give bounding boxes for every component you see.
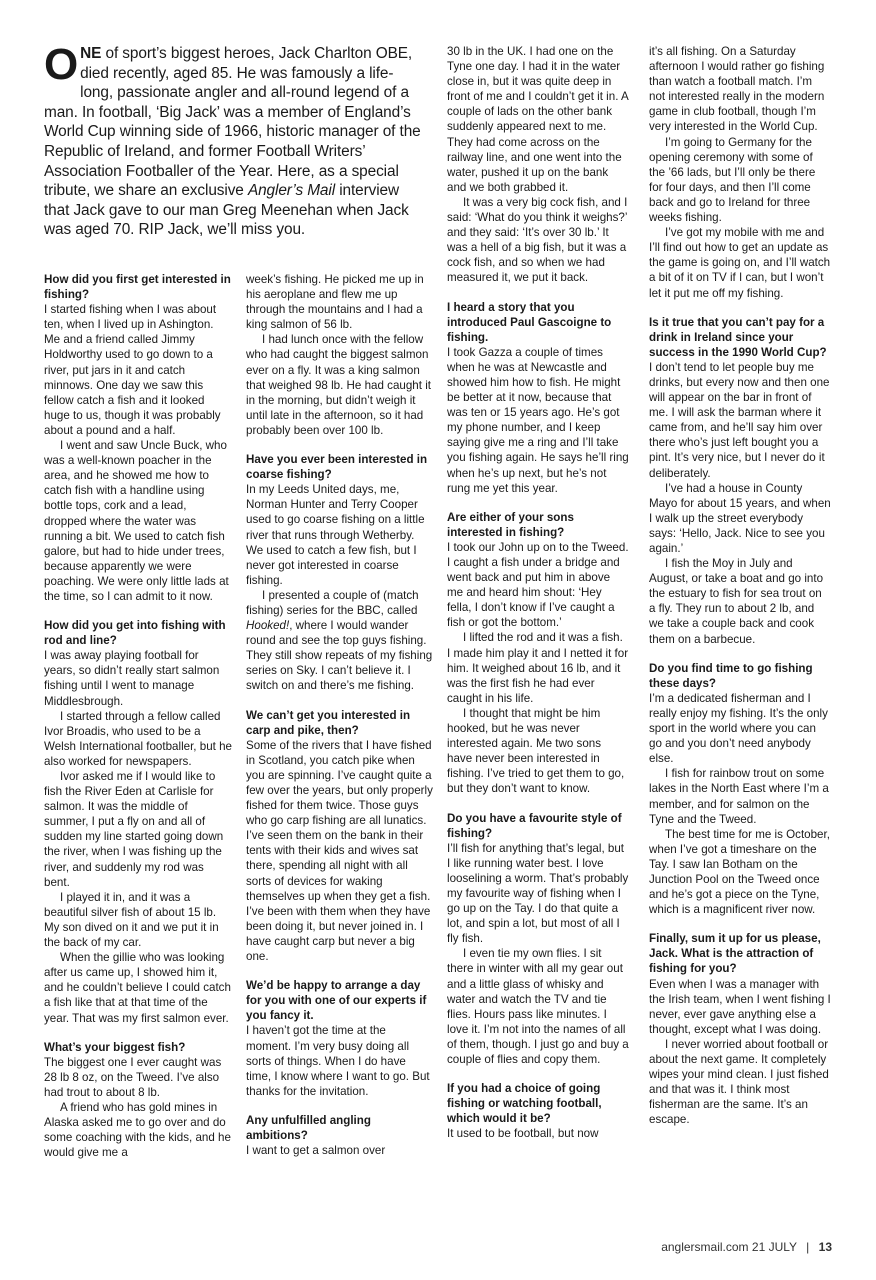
qa-block: [447, 811, 629, 1068]
answer-paragraph: week’s fishing. He picked me up in his aeroplane and flew me up through the mountains and I had a king salmon of 56 lb.: [246, 273, 424, 332]
answer-paragraph: I never worried about football or about the next game. It completely wipes your mind clean. I just fished and that was it. I think most fisherman are the same. It’s an escape.: [649, 1037, 829, 1127]
answer-paragraph: The biggest one I ever caught was 28 lb 8 oz, on the Tweed. I’ve also had trout to about 8 lb.: [44, 1055, 222, 1099]
answer-paragraph: 30 lb in the UK. I had one on the Tyne one day. I had it in the water close in, but it was quite deep in front of me and I couldn’t get it in. A couple of lads on the other bank suddenly appeared next to me. They had come across on the railway line, and one went into the water, pushed it up on the bank and we both grabbed it.: [447, 45, 629, 194]
article-column-1: [44, 272, 232, 1174]
page-number: 13: [818, 1240, 832, 1254]
qa-block: [649, 315, 831, 647]
answer-paragraph: Some of the rivers that I have fished in Scotland, you catch pike when you are spinning. I’ve caught quite a few over the years, but only properly fished for them twice. Those guys who go carp fishing are all lunatics. I’ve seen them on the bank in their tents with their kids and wives sat there, spending all night with all sorts of devices for waking themselves up when they get a fish. I’ve been with them when they have been doing it, but never joined in. I have caught carp but never a big one.: [246, 738, 433, 964]
answer-paragraph: I even tie my own flies. I sit there in winter with all my gear out and a little glass of whisky and water and watch the TV and tie flies. Hours pass like minutes. I love it. I’m not into the names of all of them, though. I just go and buy a couple of flies and copy them.: [447, 947, 629, 1066]
answer-paragraph: I fish the Moy in July and August, or take a boat and go into the estuary to fish for sea trout on a fly. They run to about 2 lb, and we take a couple back and cook them on a barbecue.: [649, 557, 824, 646]
qa-block: [649, 44, 831, 301]
answer-paragraph: I presented a couple of (match fishing) series for the BBC, called Hooked!, where I would wander round and see the top guys fishing. They still show repeats of my fishing series on Sky. I can’t believe it. I switch on and there’s me fishing.: [246, 588, 433, 693]
interview-question: How did you get into fishing with rod and line?: [44, 619, 226, 648]
drop-cap: O: [44, 40, 79, 89]
interview-question: We’d be happy to arrange a day for you with one of our experts if you fancy it.: [246, 979, 427, 1023]
intro-text-b: interview that Jack gave to our man Greg Meenehan when Jack was aged 70. RIP Jack, we’ll miss you.: [44, 182, 409, 239]
interview-question: Do you find time to go fishing these days?: [649, 661, 813, 690]
interview-question: We can’t get you interested in carp and pike, then?: [246, 708, 411, 737]
footer-date: 21 JULY: [751, 1240, 797, 1254]
answer-paragraph: It used to be football, but now: [447, 1127, 599, 1141]
answer-paragraph: I played it in, and it was a beautiful silver fish of about 15 lb. My son dived on it and we put it in the back of my car.: [44, 890, 219, 950]
intro-text-a: of sport’s biggest heroes, Jack Charlton OBE, died recently, aged 85. He was famously a life-long, passionate angler and all-round legend of a man. In football, ‘Big Jack’ was a member of England’s World Cup winning side of 1966, historic manager of the Republic of Ireland, and former Football Writers’ Association Footballer of the Year. Here, as a special tribute, we share an exclusive: [44, 45, 421, 200]
answer-paragraph: I haven’t got the time at the moment. I’m very busy doing all sorts of things. When I do have time, I know where I want to go. But thanks for the invitation.: [246, 1024, 430, 1098]
publication-name: Angler’s Mail: [247, 182, 336, 200]
qa-block: [447, 300, 629, 496]
qa-block: [246, 708, 434, 965]
interview-question: Any unfulfilled angling ambitions?: [246, 1113, 371, 1142]
interview-question: How did you first get interested in fishing?: [44, 273, 231, 302]
answer-paragraph: I took our John up on to the Tweed. I caught a fish under a bridge and went back and put him in above me and heard him shout: ‘Hey fella, I don’t know if I’ve caught a fish or got the bottom.’: [447, 540, 629, 630]
answer-paragraph: I’m a dedicated fisherman and I really enjoy my fishing. It’s the only sport in the world where you can go and you don’t need anybody else.: [649, 691, 828, 766]
footer-separator: |: [806, 1240, 810, 1254]
answer-paragraph: When the gillie who was looking after us came up, I showed him it, and he couldn’t believe I could catch a fish like that at that time of the year. That was my first salmon ever.: [44, 951, 231, 1025]
qa-block: [44, 618, 232, 1026]
answer-paragraph: A friend who has gold mines in Alaska asked me to go over and do some coaching with the kids, and he would give me a: [44, 1100, 231, 1160]
interview-question: Are either of your sons interested in fishing?: [447, 510, 574, 539]
qa-block: [246, 978, 434, 1099]
interview-question: What’s your biggest fish?: [44, 1040, 186, 1054]
interview-question: If you had a choice of going fishing or watching football, which would it be?: [447, 1082, 602, 1126]
answer-paragraph: Even when I was a manager with the Irish team, when I went fishing I never, ever gave anything else a thought, except what I was doing.: [649, 977, 831, 1036]
answer-paragraph: I lifted the rod and it was a fish. I made him play it and I netted it for him. It weighed about 16 lb, and it was the first fish he had ever caught in his life.: [447, 631, 629, 705]
page-footer: [661, 1240, 832, 1254]
qa-block: [44, 1040, 232, 1161]
answer-paragraph: I took Gazza a couple of times when he was at Newcastle and showed him how to fish. He might be better at it now, because that was ten or 15 years ago. He’s got my phone number, and I keep saying give me a ring and I’ll take you fishing again. He says he’ll ring when he’s up next, but he’s not rung me yet this year.: [447, 345, 629, 495]
qa-block: [246, 452, 434, 694]
qa-block: [447, 44, 629, 286]
answer-paragraph: I went and saw Uncle Buck, who was a well-known poacher in the area, and he showed me how to catch fish with a handline using bottle tops, cork and a lead, dropped where the water was running a bit. We used to catch fish galore, but had to hide under trees, because apparently we were poaching. We were only little lads at the time, so I can admit to it now.: [44, 439, 229, 603]
answer-paragraph: It was a very big cock fish, and I said: ‘What do you think it weighs?’ and they said: ‘It’s over 30 lb.’ It was a hell of a big fish, but it was a cock fish, and so when we had measured it, we put it back.: [447, 195, 628, 285]
intro-standfirst: [44, 40, 424, 240]
article-column-2: [246, 272, 434, 1172]
article-column-4: [649, 44, 831, 1141]
article-column-3: [447, 44, 629, 1155]
qa-block: [649, 661, 831, 918]
qa-block: [649, 931, 831, 1127]
answer-paragraph: I started through a fellow called Ivor Broadis, who used to be a Welsh International footballer, but he also worked for newspapers.: [44, 709, 232, 768]
interview-question: Finally, sum it up for us please, Jack. What is the attraction of fishing for you?: [649, 932, 821, 976]
answer-paragraph: In my Leeds United days, me, Norman Hunter and Terry Cooper used to go coarse fishing on a little river that runs through Wetherby. We used to catch a few fish, but I never got interested in coarse fishing.: [246, 483, 425, 587]
interview-question: Do you have a favourite style of fishing?: [447, 811, 622, 840]
interview-question: Is it true that you can’t pay for a drink in Ireland since your success in the 1990 World Cup?: [649, 315, 827, 359]
footer-site: anglersmail.com: [661, 1240, 749, 1254]
qa-block: [447, 1081, 629, 1141]
qa-block: [246, 272, 434, 438]
answer-paragraph: I want to get a salmon over: [246, 1144, 386, 1158]
answer-paragraph: I’m going to Germany for the opening ceremony with some of the ’66 lads, but I’ll only be there for four days, and then I’ll come back and go to Ireland for three weeks fishing.: [649, 135, 816, 225]
answer-paragraph: I thought that might be him hooked, but he was never interested again. Me two sons have never been interested in fishing. I’ve tried to get them to go, but they don’t want to know.: [447, 706, 625, 796]
qa-block: [246, 1113, 434, 1158]
interview-question: I heard a story that you introduced Paul Gascoigne to fishing.: [447, 300, 612, 344]
answer-paragraph: I’ve had a house in County Mayo for about 15 years, and when I walk up the street everybody says: ‘Hello, Jack. Nice to see you again.’: [649, 481, 831, 555]
answer-paragraph: I fish for rainbow trout on some lakes in the North East where I’m a member, and for salmon on the Tyne and the Tweed.: [649, 767, 829, 826]
answer-paragraph: I started fishing when I was about ten, when I lived up in Ashington. Me and a friend called Jimmy Holdworthy used to go down to a river, put jars in it and catch minnows. One day we saw this fellow catch a fish and it looked huge to us, though it was probably about a pound and a half.: [44, 303, 221, 437]
qa-block: [447, 510, 629, 797]
answer-paragraph: The best time for me is October, when I’ve got a timeshare on the Tay. I saw Ian Botham on the Junction Pool on the Tweed once and he’s got a piece on the Tyne, which is a magnificent river now.: [649, 827, 830, 917]
answer-paragraph: it’s all fishing. On a Saturday afternoon I would rather go fishing than watch a football match. I’m not interested really in the modern game in club football, though I’m very interested in the World Cup.: [649, 45, 825, 134]
series-title: Hooked!: [246, 619, 290, 633]
answer-paragraph: I was away playing football for years, so didn’t really start salmon fishing until I went to manage Middlesbrough.: [44, 649, 220, 708]
interview-question: Have you ever been interested in coarse fishing?: [246, 453, 428, 482]
answer-paragraph: Ivor asked me if I would like to fish the River Eden at Carlisle for salmon. It was the middle of summer, I put a fly on and all of sudden my line started going down the river, when I was fishing up the river, and suddenly my rod was bent.: [44, 770, 224, 889]
qa-block: [44, 272, 232, 604]
answer-paragraph: I’ll fish for anything that’s legal, but I like running water best. I love looselining a worm. That’s probably my favourite way of fishing when I go up on the Tay. I do that quite a lot, and spin a lot, but most of all I fly fish.: [447, 841, 629, 946]
intro-lead-bold: NE: [80, 45, 102, 62]
answer-paragraph: I’ve got my mobile with me and I’ll find out how to get an update as the game is going on, and I’ll watch a bit of it on TV if I can, but I won’t let it put me off my fishing.: [649, 226, 831, 300]
answer-paragraph: I don’t tend to let people buy me drinks, but every now and then one will appear on the bar in front of me. I will ask the barman where it came from, and he’ll say him over there who’s just left bought you a pint. It’s very nice, but I never do it deliberately.: [649, 360, 830, 480]
answer-paragraph: I had lunch once with the fellow who had caught the biggest salmon ever on a fly. It was a king salmon that weighed 98 lb. He had caught it in the morning, but didn’t weigh it until late in the afternoon, so it had probably been over 100 lb.: [246, 333, 431, 437]
